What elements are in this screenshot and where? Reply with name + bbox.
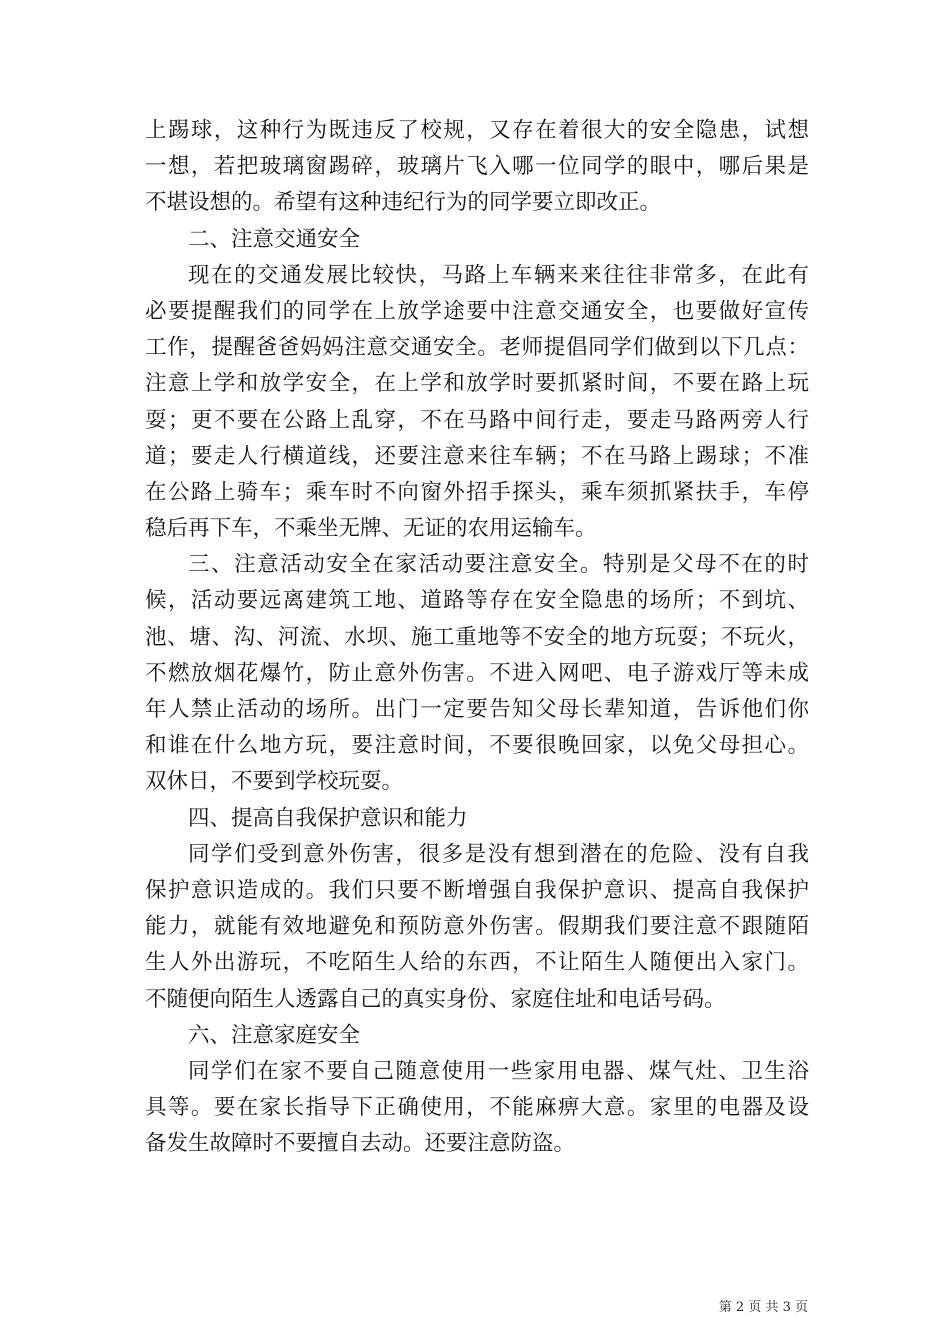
paragraph-line: 双休日，不要到学校玩耍。: [145, 769, 404, 795]
paragraph-line: 不燃放烟花爆竹，防止意外伤害。不进入网吧、电子游戏厅等未成: [145, 660, 809, 686]
paragraph-line: 不堪设想的。希望有这种违纪行为的同学要立即改正。: [145, 190, 662, 216]
paragraph-line: 具等。要在家长指导下正确使用，不能麻痹大意。家里的电器及设: [145, 1095, 809, 1121]
paragraph-line: 一想，若把玻璃窗踢碎，玻璃片飞入哪一位同学的眼中，哪后果是: [145, 154, 809, 180]
paragraph-line: 稳后再下车，不乘坐无牌、无证的农用运输车。: [145, 516, 597, 542]
paragraph-line: 备发生故障时不要擅自去动。还要注意防盗。: [145, 1131, 576, 1157]
paragraph-line: 候，活动要远离建筑工地、道路等存在安全隐患的场所；不到坑、: [145, 588, 809, 614]
paragraph-line: 现在的交通发展比较快，马路上车辆来来往往非常多，在此有: [188, 262, 809, 288]
document-body: [145, 113, 809, 1162]
paragraph-line: 同学们受到意外伤害，很多是没有想到潜在的危险、没有自我: [188, 841, 809, 867]
paragraph-line: 上踢球，这种行为既违反了校规，又存在着很大的安全隐患，试想: [145, 118, 809, 143]
paragraph-line: 注意上学和放学安全，在上学和放学时要抓紧时间，不要在路上玩: [145, 371, 809, 397]
paragraph-line: 年人禁止活动的场所。出门一定要告知父母长辈知道，告诉他们你: [145, 697, 809, 722]
paragraph-line: 道；要走人行横道线，还要注意来往车辆；不在马路上踢球；不准: [145, 443, 809, 469]
paragraph-line: 同学们在家不要自己随意使用一些家用电器、煤气灶、卫生浴: [188, 1058, 809, 1084]
paragraph-line: 三、注意活动安全在家活动要注意安全。特别是父母不在的时: [188, 552, 809, 578]
paragraph-line: 必要提醒我们的同学在上放学途要中注意交通安全，也要做好宣传: [145, 298, 809, 324]
section-heading: 六、注意家庭安全: [188, 1022, 361, 1048]
paragraph-line: 生人外出游玩，不吃陌生人给的东西，不让陌生人随便出入家门。: [145, 950, 809, 976]
paragraph-line: 耍；更不要在公路上乱穿，不在马路中间行走，要走马路两旁人行: [145, 407, 809, 433]
paragraph-line: 保护意识造成的。我们只要不断增强自我保护意识、提高自我保护: [145, 877, 809, 903]
paragraph-line: 和谁在什么地方玩，要注意时间，不要很晚回家，以免父母担心。: [145, 733, 809, 759]
paragraph-line: 在公路上骑车；乘车时不向窗外招手探头，乘车须抓紧扶手，车停: [145, 479, 809, 505]
paragraph-line: 工作，提醒爸爸妈妈注意交通安全。老师提倡同学们做到以下几点：: [145, 335, 809, 361]
paragraph-line: 不随便向陌生人透露自己的真实身份、家庭住址和电话号码。: [145, 986, 726, 1012]
section-heading: 二、注意交通安全: [188, 226, 361, 252]
paragraph-line: 能力，就能有效地避免和预防意外伤害。假期我们要注意不跟随陌: [145, 914, 809, 940]
section-heading: 四、提高自我保护意识和能力: [188, 805, 468, 831]
paragraph-line: 池、塘、沟、河流、水坝、施工重地等不安全的地方玩耍；不玩火，: [145, 624, 809, 650]
page-number: 第 2 页 共 3 页: [718, 1300, 808, 1315]
